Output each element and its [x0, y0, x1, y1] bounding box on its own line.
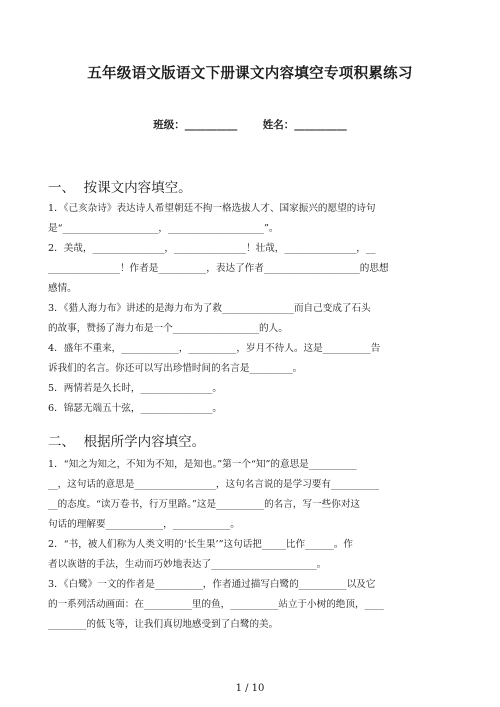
section-2-line: 者以诙谐的手法，生动而巧妙地表达了______________________。: [48, 559, 327, 570]
section-1-line: 的故事，赞扬了海力布是一个__________________的人。: [48, 323, 288, 334]
name-label: 姓名：__________: [262, 119, 347, 131]
page-title: 五年级语文版语文下册课文内容填空专项积累练习: [87, 66, 413, 82]
section-2-line: ________的低飞等，让我们真切地感受到了白鹭的美。: [48, 619, 279, 630]
page-number: 1 / 10: [235, 683, 265, 694]
section-1-line: 是“____________________，____________________”。: [48, 223, 279, 234]
section-2-line: 2．“书，被人们称为人类文明的‘长生果’”这句话把_____比作______。作: [48, 539, 354, 550]
student-info-row: [0, 117, 500, 132]
section-1-line: 2．美哉，_______________，_______________！壮哉，_______________，__: [48, 243, 376, 254]
section-2-line: 句话的理解要____________，____________。: [48, 519, 240, 530]
section-2-line: 3．《白鹭》一文的作者是__________，作者通过描写白鹭的__________以及它: [48, 579, 376, 590]
section-2-line: 1．“知之为知之，不知为不知，是知也。”第一个“知”的意思是__________: [48, 459, 357, 470]
section-1-heading: 一、 按课文内容填空。: [48, 180, 192, 196]
section-1-line: 1．《己亥杂诗》表达诗人希望朝廷不拘一格选拔人才、国家振兴的愿望的诗句: [48, 203, 376, 214]
section-1-line: 感情。: [48, 283, 77, 294]
section-2-line: __的态度。“读万卷书，行万里路。”这是__________的名言，写一些你对这: [48, 499, 361, 510]
section-2-line: 的一系列活动画面：在__________里的鱼，__________站立于小树的绝顶，____: [48, 599, 384, 610]
section-1-line: _______________！作者是__________，表达了作者____________________的思想: [48, 263, 389, 274]
section-1-line: 6．锦瑟无端五十弦，_______________。: [48, 403, 222, 414]
section-1-line: 诉我们的名言。你还可以写出珍惜时间的名言是_________。: [48, 363, 303, 374]
section-2-line: __，这句话的意思是_________________，这句名言说的是学习要有__________: [48, 479, 379, 490]
section-2-heading: 二、 根据所学内容填空。: [48, 434, 206, 450]
section-1-line: 4．盛年不重来，____________，__________，岁月不待人。这是__________告: [48, 343, 381, 354]
section-1-line: 5．两情若是久长时，_______________。: [48, 383, 222, 394]
section-1-line: 3．《猎人海力布》讲述的是海力布为了救_______________而自己变成了石头: [48, 303, 371, 314]
class-label: 班级：__________: [153, 119, 238, 131]
